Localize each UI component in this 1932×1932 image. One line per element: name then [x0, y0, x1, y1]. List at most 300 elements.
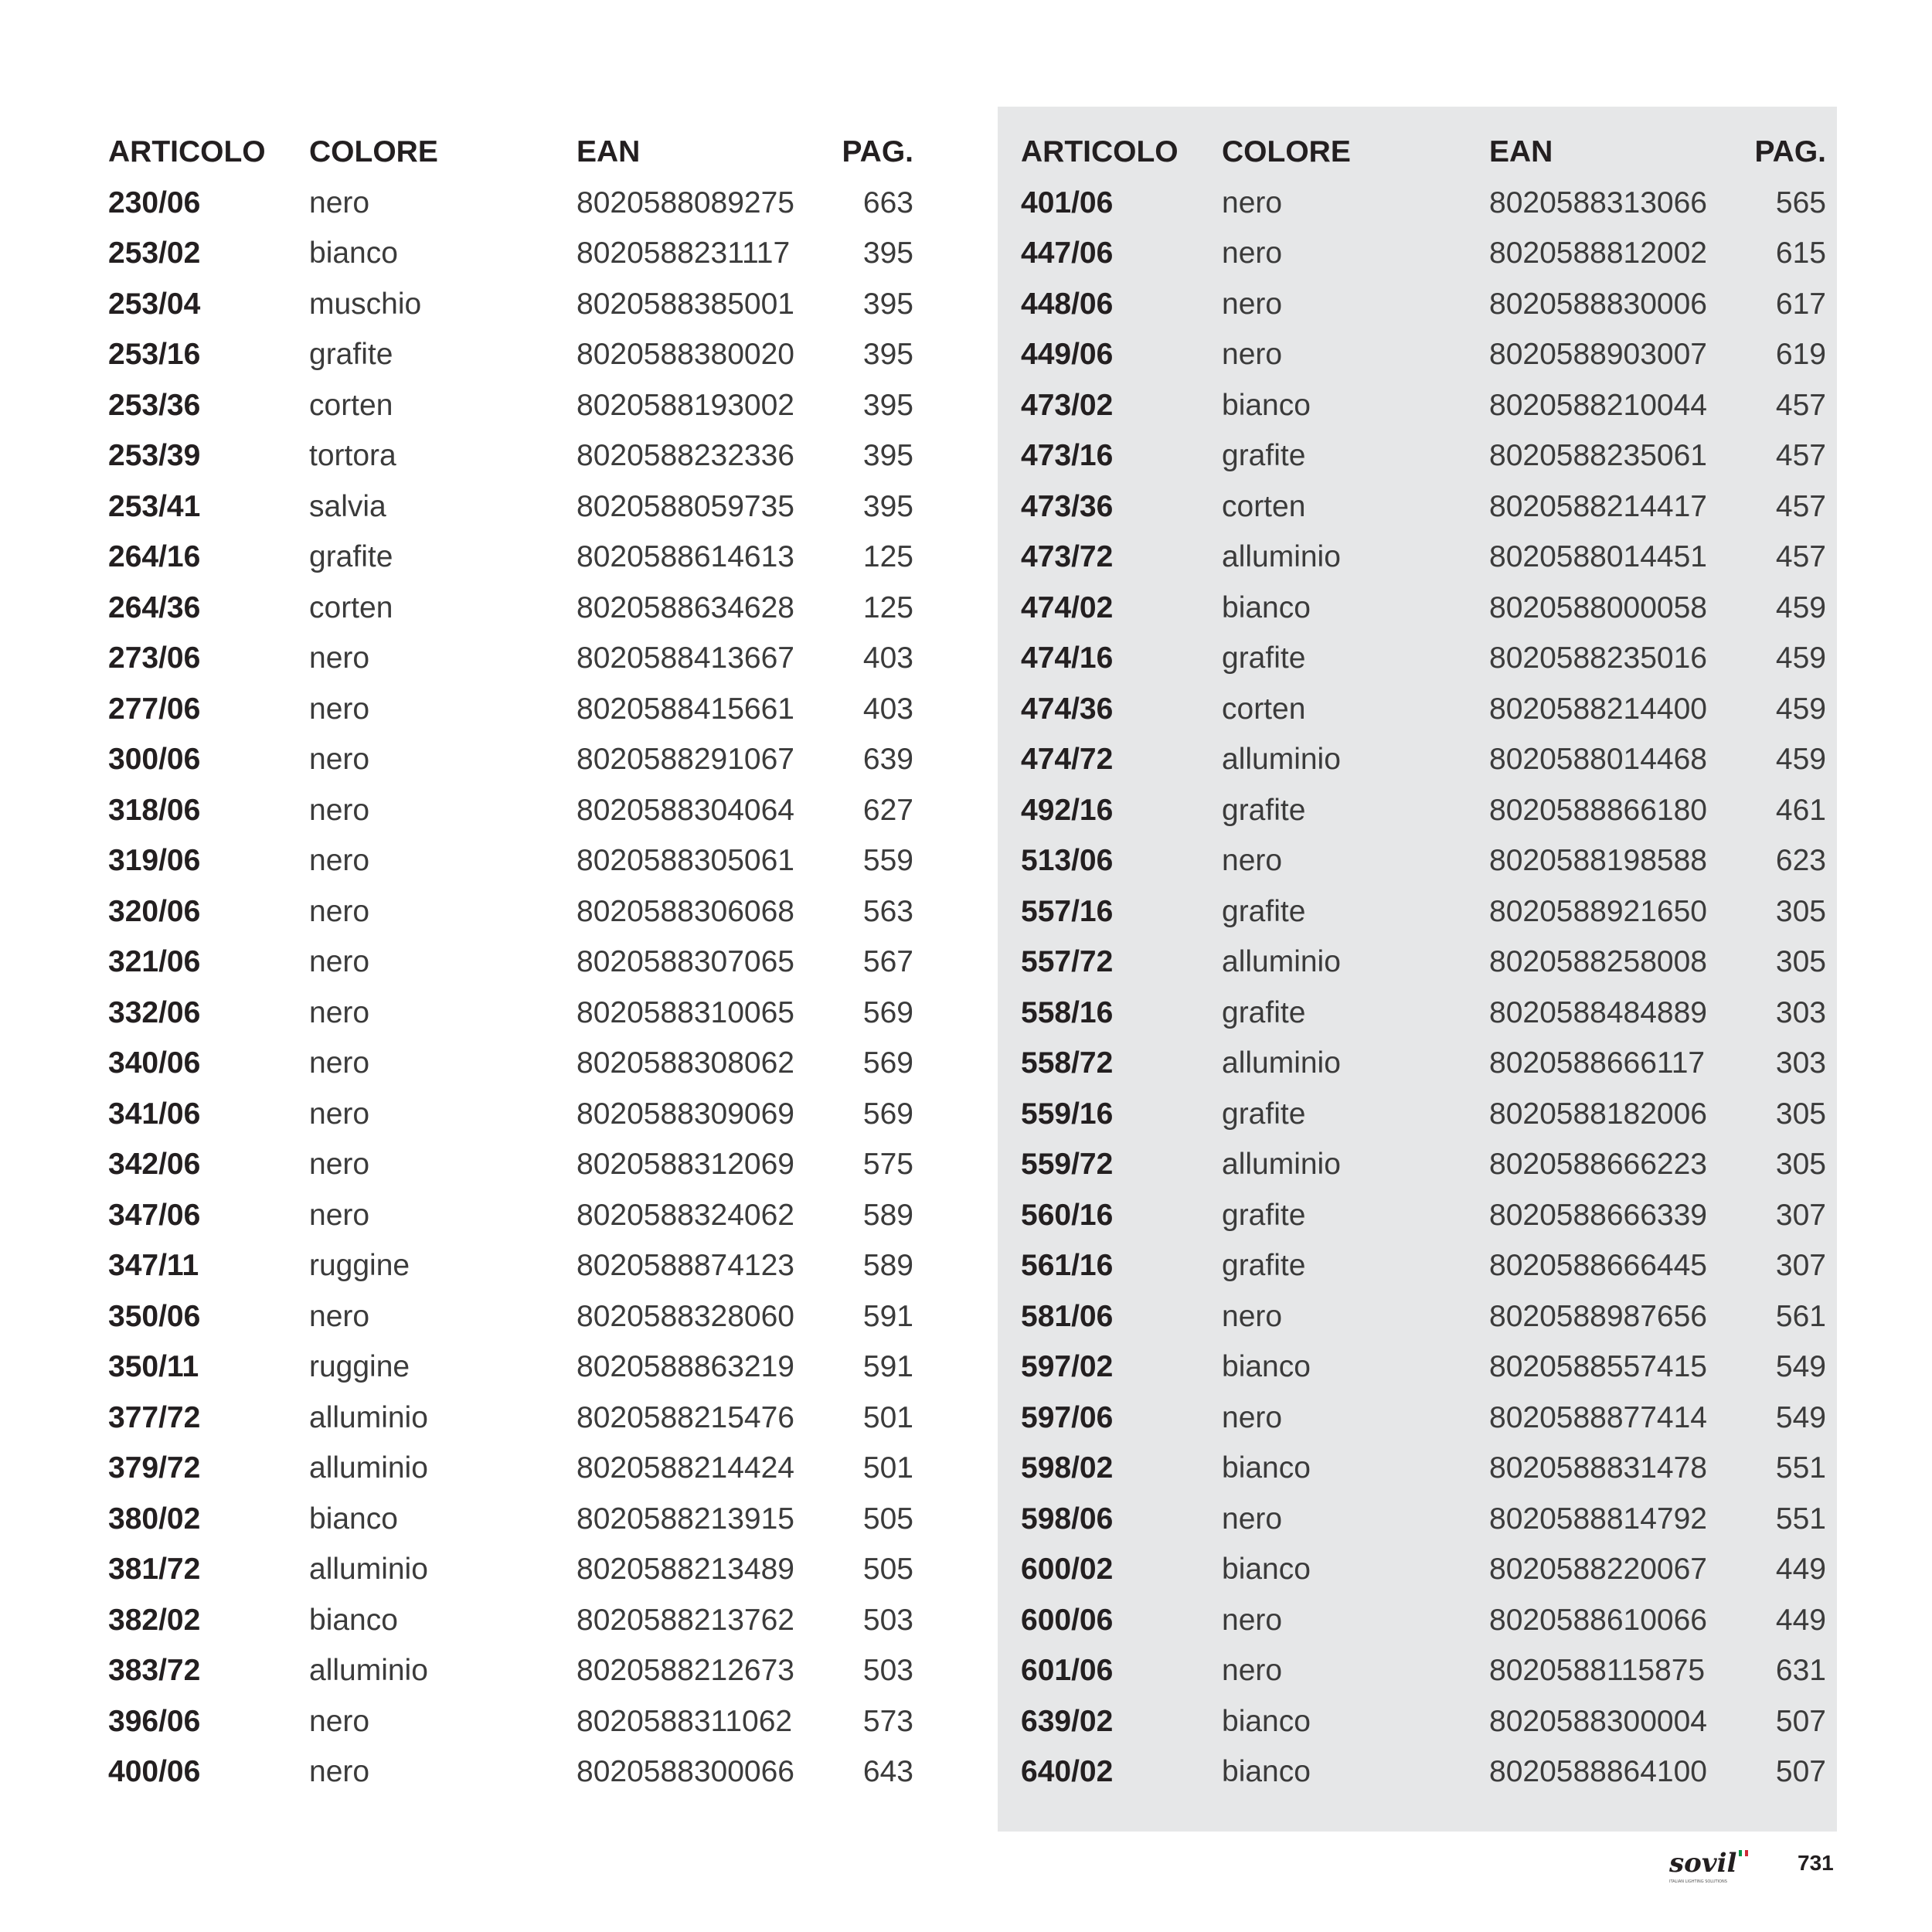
table-row: [108, 1393, 913, 1444]
table-row: [1021, 734, 1826, 785]
colore-cell: nero: [309, 1097, 370, 1131]
colore-cell: nero: [1222, 185, 1283, 219]
articolo-cell: 449/06: [1021, 338, 1114, 371]
table-row: [1021, 1038, 1826, 1089]
colore-cell: nero: [309, 692, 370, 726]
pag-cell: 305: [1775, 894, 1826, 928]
table-row: [108, 1089, 913, 1140]
articolo-cell: 401/06: [1021, 185, 1114, 219]
catalog-table-left: [108, 127, 913, 1798]
colore-cell: nero: [309, 945, 370, 978]
pag-cell: 459: [1775, 743, 1826, 776]
ean-cell: 8020588874123: [577, 1249, 794, 1282]
pag-cell: 457: [1775, 540, 1826, 573]
pag-cell: 569: [862, 1097, 913, 1131]
table-row: [108, 228, 913, 279]
pag-cell: 305: [1775, 945, 1826, 978]
table-row: [108, 1443, 913, 1494]
colore-cell: grafite: [1222, 641, 1306, 675]
articolo-cell: 277/06: [108, 692, 201, 726]
header-pag: PAG.: [842, 135, 913, 168]
table-row: [108, 481, 913, 532]
colore-cell: bianco: [1222, 388, 1311, 422]
articolo-cell: 350/11: [108, 1350, 199, 1383]
table-row: [1021, 1190, 1826, 1241]
articolo-cell: 341/06: [108, 1097, 201, 1131]
colore-cell: corten: [309, 388, 393, 422]
table-row: [1021, 430, 1826, 481]
colore-cell: alluminio: [1222, 540, 1341, 573]
table-header-row: [1021, 127, 1826, 178]
colore-cell: grafite: [1222, 894, 1306, 928]
articolo-cell: 557/72: [1021, 945, 1114, 978]
pag-cell: 395: [862, 388, 913, 422]
articolo-cell: 474/36: [1021, 692, 1114, 726]
table-row: [108, 1342, 913, 1393]
colore-cell: nero: [1222, 1299, 1283, 1333]
colore-cell: alluminio: [309, 1400, 428, 1434]
pag-cell: 505: [862, 1553, 913, 1586]
pag-cell: 459: [1775, 692, 1826, 726]
colore-cell: corten: [309, 590, 393, 624]
header-colore: COLORE: [309, 135, 438, 168]
ean-cell: 8020588300004: [1489, 1704, 1707, 1738]
colore-cell: nero: [309, 844, 370, 877]
ean-cell: 8020588014468: [1489, 743, 1707, 776]
table-row: [1021, 937, 1826, 988]
pag-cell: 591: [862, 1299, 913, 1333]
ean-cell: 8020588830006: [1489, 287, 1707, 321]
colore-cell: grafite: [1222, 1097, 1306, 1131]
colore-cell: tortora: [309, 439, 396, 472]
table-row: [1021, 1393, 1826, 1444]
table-row: [1021, 329, 1826, 380]
pag-cell: 617: [1775, 287, 1826, 321]
articolo-cell: 473/16: [1021, 439, 1114, 472]
articolo-cell: 253/04: [108, 287, 201, 321]
pag-cell: 559: [862, 844, 913, 877]
table-row: [1021, 988, 1826, 1039]
table-row: [1021, 279, 1826, 330]
pag-cell: 125: [862, 590, 913, 624]
table-row: [1021, 1089, 1826, 1140]
colore-cell: nero: [1222, 1603, 1283, 1637]
table-row: [1021, 583, 1826, 634]
colore-cell: grafite: [309, 338, 393, 371]
pag-cell: 395: [862, 236, 913, 270]
pag-cell: 563: [862, 894, 913, 928]
pag-cell: 627: [862, 793, 913, 827]
ean-cell: 8020588193002: [577, 388, 794, 422]
pag-cell: 403: [862, 641, 913, 675]
colore-cell: nero: [309, 894, 370, 928]
colore-cell: ruggine: [309, 1350, 410, 1383]
pag-cell: 615: [1775, 236, 1826, 270]
colore-cell: alluminio: [309, 1451, 428, 1485]
ean-cell: 8020588921650: [1489, 894, 1707, 928]
table-row: [108, 988, 913, 1039]
ean-cell: 8020588182006: [1489, 1097, 1707, 1131]
table-row: [1021, 1342, 1826, 1393]
ean-cell: 8020588307065: [577, 945, 794, 978]
colore-cell: corten: [1222, 692, 1306, 726]
ean-cell: 8020588214417: [1489, 489, 1707, 523]
articolo-cell: 581/06: [1021, 1299, 1114, 1333]
ean-cell: 8020588309069: [577, 1097, 794, 1131]
colore-cell: bianco: [1222, 1704, 1311, 1738]
table-row: [1021, 785, 1826, 836]
colore-cell: bianco: [1222, 1451, 1311, 1485]
pag-cell: 395: [862, 439, 913, 472]
articolo-cell: 230/06: [108, 185, 201, 219]
articolo-cell: 253/41: [108, 489, 201, 523]
table-row: [1021, 228, 1826, 279]
colore-cell: nero: [1222, 338, 1283, 371]
ean-cell: 8020588877414: [1489, 1400, 1707, 1434]
table-row: [1021, 886, 1826, 937]
flag-green: [1739, 1850, 1742, 1856]
articolo-cell: 380/02: [108, 1502, 201, 1536]
articolo-cell: 447/06: [1021, 236, 1114, 270]
table-row: [1021, 633, 1826, 684]
table-row: [1021, 1544, 1826, 1595]
header-articolo: ARTICOLO: [1021, 135, 1179, 168]
ean-cell: 8020588666117: [1489, 1046, 1706, 1080]
ean-cell: 8020588415661: [577, 692, 794, 726]
articolo-cell: 561/16: [1021, 1249, 1114, 1282]
articolo-cell: 253/16: [108, 338, 201, 371]
articolo-cell: 383/72: [108, 1654, 201, 1687]
header-articolo: ARTICOLO: [108, 135, 266, 168]
ean-cell: 8020588324062: [577, 1198, 794, 1232]
pag-cell: 461: [1775, 793, 1826, 827]
table-row: [108, 1645, 913, 1696]
colore-cell: corten: [1222, 489, 1306, 523]
table-row: [1021, 1240, 1826, 1291]
sovil-logo: [1668, 1847, 1760, 1886]
table-row: [1021, 1139, 1826, 1190]
colore-cell: bianco: [1222, 1553, 1311, 1586]
pag-cell: 551: [1775, 1502, 1826, 1536]
colore-cell: bianco: [309, 236, 398, 270]
table-row: [1021, 1291, 1826, 1342]
colore-cell: muschio: [309, 287, 422, 321]
pag-cell: 449: [1775, 1603, 1826, 1637]
table-row: [108, 1544, 913, 1595]
ean-cell: 8020588115875: [1489, 1654, 1706, 1687]
colore-cell: alluminio: [1222, 1046, 1341, 1080]
ean-cell: 8020588308062: [577, 1046, 794, 1080]
logo-wordmark: sovil: [1669, 1848, 1737, 1879]
colore-cell: alluminio: [1222, 743, 1341, 776]
pag-cell: 305: [1775, 1148, 1826, 1181]
ean-cell: 8020588313066: [1489, 185, 1707, 219]
articolo-cell: 600/06: [1021, 1603, 1114, 1637]
articolo-cell: 474/72: [1021, 743, 1114, 776]
header-pag: PAG.: [1754, 135, 1826, 168]
articolo-cell: 381/72: [108, 1553, 201, 1586]
pag-cell: 395: [862, 287, 913, 321]
pag-cell: 589: [862, 1198, 913, 1232]
pag-cell: 503: [862, 1654, 913, 1687]
ean-cell: 8020588831478: [1489, 1451, 1707, 1485]
pag-cell: 501: [862, 1400, 913, 1434]
table-row: [1021, 1443, 1826, 1494]
header-colore: COLORE: [1222, 135, 1351, 168]
articolo-cell: 601/06: [1021, 1654, 1114, 1687]
colore-cell: nero: [309, 1046, 370, 1080]
colore-cell: nero: [309, 995, 370, 1029]
pag-cell: 403: [862, 692, 913, 726]
table-row: [108, 1139, 913, 1190]
table-body-left: [108, 178, 913, 1798]
colore-cell: salvia: [309, 489, 386, 523]
colore-cell: nero: [1222, 1502, 1283, 1536]
table-body-right: [1021, 178, 1826, 1798]
colore-cell: bianco: [1222, 590, 1311, 624]
colore-cell: grafite: [1222, 793, 1306, 827]
articolo-cell: 473/36: [1021, 489, 1114, 523]
pag-cell: 507: [1775, 1755, 1826, 1788]
colore-cell: nero: [309, 1148, 370, 1181]
table-row: [108, 1240, 913, 1291]
colore-cell: nero: [309, 1704, 370, 1738]
articolo-cell: 513/06: [1021, 844, 1114, 877]
ean-cell: 8020588300066: [577, 1755, 794, 1788]
pag-cell: 501: [862, 1451, 913, 1485]
table-row: [108, 684, 913, 735]
table-row: [1021, 1747, 1826, 1798]
articolo-cell: 560/16: [1021, 1198, 1114, 1232]
articolo-cell: 253/39: [108, 439, 201, 472]
table-row: [1021, 380, 1826, 431]
pag-cell: 303: [1775, 1046, 1826, 1080]
ean-cell: 8020588305061: [577, 844, 794, 877]
ean-cell: 8020588614613: [577, 540, 794, 573]
articolo-cell: 473/72: [1021, 540, 1114, 573]
articolo-cell: 598/02: [1021, 1451, 1114, 1485]
pag-cell: 565: [1775, 185, 1826, 219]
ean-cell: 8020588557415: [1489, 1350, 1707, 1383]
articolo-cell: 340/06: [108, 1046, 201, 1080]
ean-cell: 8020588666445: [1489, 1249, 1707, 1282]
ean-cell: 8020588231117: [577, 236, 791, 270]
table-row: [1021, 532, 1826, 583]
articolo-cell: 559/16: [1021, 1097, 1114, 1131]
colore-cell: nero: [309, 793, 370, 827]
ean-cell: 8020588610066: [1489, 1603, 1707, 1637]
table-row: [1021, 1696, 1826, 1747]
ean-cell: 8020588312069: [577, 1148, 794, 1181]
pag-cell: 449: [1775, 1553, 1826, 1586]
pag-cell: 619: [1775, 338, 1826, 371]
articolo-cell: 253/36: [108, 388, 201, 422]
pag-cell: 561: [1775, 1299, 1826, 1333]
ean-cell: 8020588328060: [577, 1299, 794, 1333]
articolo-cell: 342/06: [108, 1148, 201, 1181]
ean-cell: 8020588214424: [577, 1451, 794, 1485]
articolo-cell: 559/72: [1021, 1148, 1114, 1181]
ean-cell: 8020588666223: [1489, 1148, 1707, 1181]
pag-cell: 459: [1775, 641, 1826, 675]
ean-cell: 8020588014451: [1489, 540, 1707, 573]
colore-cell: bianco: [309, 1603, 398, 1637]
articolo-cell: 400/06: [108, 1755, 201, 1788]
ean-cell: 8020588212673: [577, 1654, 794, 1687]
pag-cell: 567: [862, 945, 913, 978]
pag-cell: 573: [862, 1704, 913, 1738]
colore-cell: alluminio: [309, 1654, 428, 1687]
table-row: [1021, 1595, 1826, 1646]
ean-cell: 8020588235061: [1489, 439, 1707, 472]
pag-cell: 589: [862, 1249, 913, 1282]
articolo-cell: 319/06: [108, 844, 201, 877]
articolo-cell: 473/02: [1021, 388, 1114, 422]
ean-cell: 8020588089275: [577, 185, 794, 219]
ean-cell: 8020588215476: [577, 1400, 794, 1434]
pag-cell: 505: [862, 1502, 913, 1536]
ean-cell: 8020588258008: [1489, 945, 1707, 978]
ean-cell: 8020588666339: [1489, 1198, 1707, 1232]
ean-cell: 8020588863219: [577, 1350, 794, 1383]
ean-cell: 8020588413667: [577, 641, 794, 675]
articolo-cell: 300/06: [108, 743, 201, 776]
colore-cell: alluminio: [1222, 945, 1341, 978]
pag-cell: 507: [1775, 1704, 1826, 1738]
ean-cell: 8020588059735: [577, 489, 794, 523]
colore-cell: grafite: [309, 540, 393, 573]
ean-cell: 8020588987656: [1489, 1299, 1707, 1333]
table-row: [108, 785, 913, 836]
ean-cell: 8020588866180: [1489, 793, 1707, 827]
articolo-cell: 558/16: [1021, 995, 1114, 1029]
ean-cell: 8020588310065: [577, 995, 794, 1029]
pag-cell: 303: [1775, 995, 1826, 1029]
table-row: [1021, 481, 1826, 532]
pag-cell: 503: [862, 1603, 913, 1637]
colore-cell: alluminio: [1222, 1148, 1341, 1181]
logo-tagline: ITALIAN LIGHTING SOLUTIONS: [1669, 1879, 1727, 1884]
ean-cell: 8020588210044: [1489, 388, 1707, 422]
ean-cell: 8020588903007: [1489, 338, 1707, 371]
articolo-cell: 377/72: [108, 1400, 201, 1434]
table-row: [108, 937, 913, 988]
colore-cell: nero: [309, 1755, 370, 1788]
articolo-cell: 558/72: [1021, 1046, 1114, 1080]
articolo-cell: 382/02: [108, 1603, 201, 1637]
header-ean: EAN: [577, 135, 641, 168]
pag-cell: 643: [862, 1755, 913, 1788]
pag-cell: 457: [1775, 489, 1826, 523]
ean-cell: 8020588634628: [577, 590, 794, 624]
ean-cell: 8020588213489: [577, 1553, 794, 1586]
catalog-table-right: [1021, 127, 1826, 1798]
articolo-cell: 318/06: [108, 793, 201, 827]
table-row: [1021, 1494, 1826, 1545]
pag-cell: 639: [862, 743, 913, 776]
table-row: [1021, 835, 1826, 886]
table-row: [108, 1595, 913, 1646]
colore-cell: grafite: [1222, 1249, 1306, 1282]
pag-cell: 395: [862, 338, 913, 371]
articolo-cell: 396/06: [108, 1704, 201, 1738]
articolo-cell: 474/16: [1021, 641, 1114, 675]
pag-cell: 459: [1775, 590, 1826, 624]
colore-cell: nero: [309, 1299, 370, 1333]
ean-cell: 8020588198588: [1489, 844, 1707, 877]
table-row: [1021, 1645, 1826, 1696]
table-row: [1021, 684, 1826, 735]
articolo-cell: 640/02: [1021, 1755, 1114, 1788]
articolo-cell: 600/02: [1021, 1553, 1114, 1586]
ean-cell: 8020588291067: [577, 743, 794, 776]
table-row: [108, 279, 913, 330]
pag-cell: 549: [1775, 1400, 1826, 1434]
ean-cell: 8020588306068: [577, 894, 794, 928]
colore-cell: grafite: [1222, 439, 1306, 472]
table-row: [108, 1038, 913, 1089]
pag-cell: 307: [1775, 1198, 1826, 1232]
pag-cell: 549: [1775, 1350, 1826, 1383]
pag-cell: 457: [1775, 439, 1826, 472]
ean-cell: 8020588213915: [577, 1502, 794, 1536]
pag-cell: 631: [1775, 1654, 1826, 1687]
articolo-cell: 448/06: [1021, 287, 1114, 321]
table-row: [108, 583, 913, 634]
colore-cell: nero: [1222, 287, 1283, 321]
articolo-cell: 320/06: [108, 894, 201, 928]
colore-cell: ruggine: [309, 1249, 410, 1282]
colore-cell: bianco: [1222, 1350, 1311, 1383]
ean-cell: 8020588214400: [1489, 692, 1707, 726]
articolo-cell: 350/06: [108, 1299, 201, 1333]
colore-cell: alluminio: [309, 1553, 428, 1586]
table-row: [108, 532, 913, 583]
ean-cell: 8020588000058: [1489, 590, 1707, 624]
colore-cell: nero: [309, 641, 370, 675]
pag-cell: 569: [862, 1046, 913, 1080]
articolo-cell: 253/02: [108, 236, 201, 270]
ean-cell: 8020588484889: [1489, 995, 1707, 1029]
articolo-cell: 492/16: [1021, 793, 1114, 827]
ean-cell: 8020588380020: [577, 338, 794, 371]
colore-cell: nero: [309, 743, 370, 776]
ean-cell: 8020588814792: [1489, 1502, 1707, 1536]
colore-cell: grafite: [1222, 995, 1306, 1029]
header-ean: EAN: [1489, 135, 1553, 168]
table-row: [1021, 178, 1826, 229]
table-row: [108, 633, 913, 684]
colore-cell: bianco: [1222, 1755, 1311, 1788]
pag-cell: 395: [862, 489, 913, 523]
articolo-cell: 264/16: [108, 540, 201, 573]
colore-cell: nero: [1222, 236, 1283, 270]
colore-cell: nero: [1222, 1400, 1283, 1434]
pag-cell: 125: [862, 540, 913, 573]
colore-cell: nero: [309, 1198, 370, 1232]
colore-cell: nero: [1222, 844, 1283, 877]
pag-cell: 623: [1775, 844, 1826, 877]
articolo-cell: 264/36: [108, 590, 201, 624]
ean-cell: 8020588311062: [577, 1704, 793, 1738]
ean-cell: 8020588385001: [577, 287, 794, 321]
articolo-cell: 332/06: [108, 995, 201, 1029]
pag-cell: 575: [862, 1148, 913, 1181]
flag-white: [1742, 1850, 1745, 1856]
table-row: [108, 1291, 913, 1342]
articolo-cell: 474/02: [1021, 590, 1114, 624]
articolo-cell: 597/02: [1021, 1350, 1114, 1383]
